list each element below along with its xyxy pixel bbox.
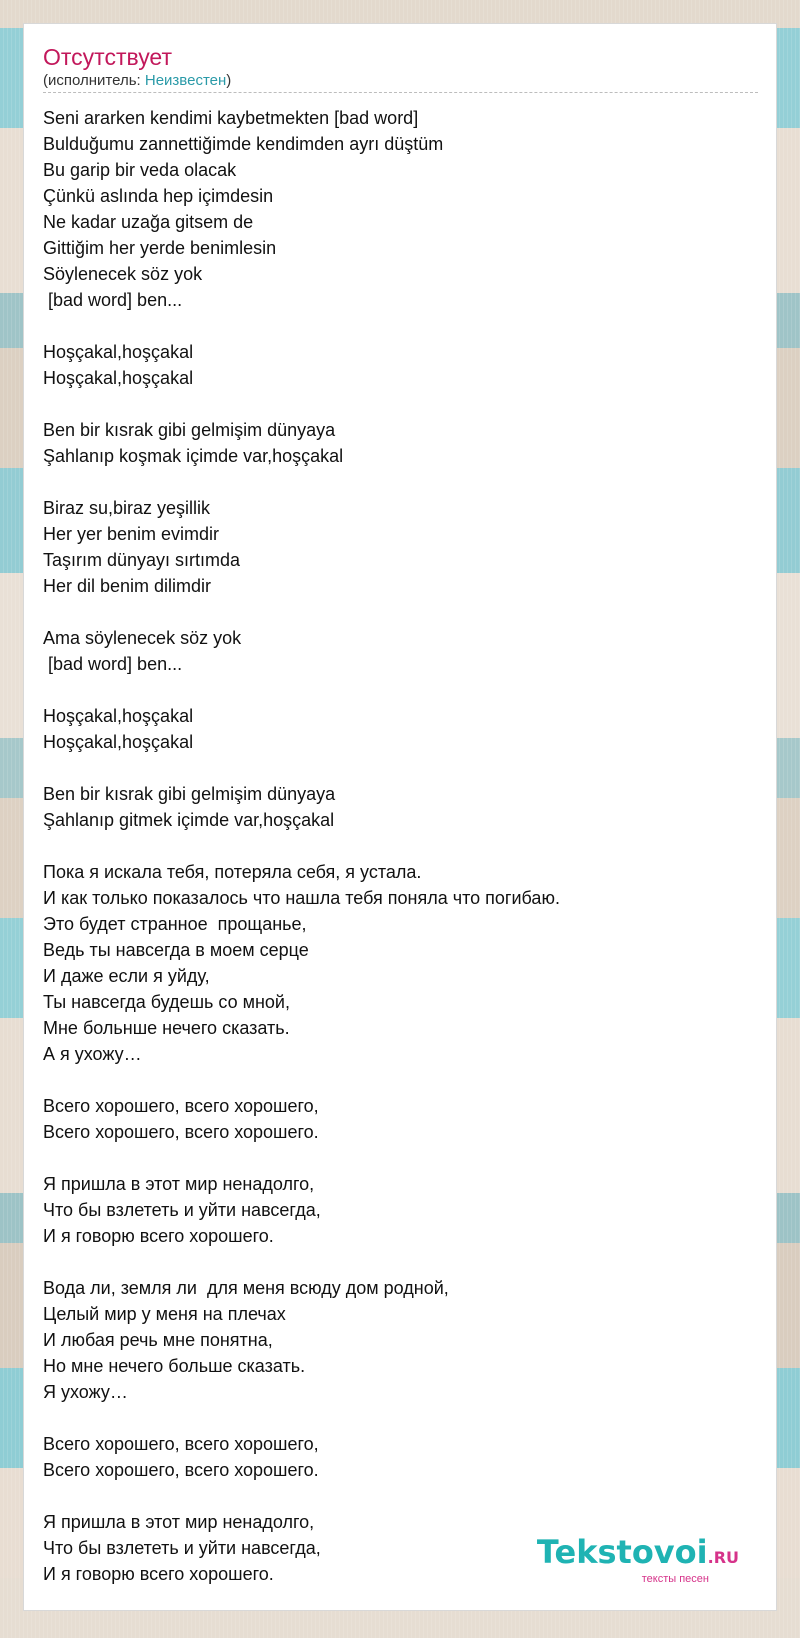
lyrics-line: Всего хорошего, всего хорошего. xyxy=(43,1460,319,1480)
lyrics-blank-line xyxy=(43,1145,758,1171)
lyrics-card xyxy=(23,23,777,1611)
lyrics-text xyxy=(43,105,758,1587)
lyrics-line: Ты навсегда будешь со мной, xyxy=(43,992,290,1012)
artist-link[interactable]: Неизвестен xyxy=(144,72,227,89)
lyrics-line: Ben bir kısrak gibi gelmişim dünyaya xyxy=(43,420,336,440)
site-logo[interactable] xyxy=(537,1535,739,1585)
lyrics-line: Целый мир у меня на плечах xyxy=(43,1304,286,1324)
lyrics-blank-line xyxy=(43,833,758,859)
lyrics-line: И я говорю всего хорошего. xyxy=(43,1226,274,1246)
lyrics-line: Söylenecek söz yok xyxy=(43,264,203,284)
lyrics-line: Ne kadar uzağa gitsem de xyxy=(43,212,254,232)
lyrics-line: Всего хорошего, всего хорошего, xyxy=(43,1434,319,1454)
lyrics-line: [bad word] ben... xyxy=(43,290,183,310)
lyrics-line: Но мне нечего больше сказать. xyxy=(43,1356,306,1376)
lyrics-blank-line xyxy=(43,599,758,625)
lyrics-line: Taşırım dünyayı sırtımda xyxy=(43,550,241,570)
lyrics-line: Biraz su,biraz yeşillik xyxy=(43,498,211,518)
lyrics-line: Ведь ты навсегда в моем серце xyxy=(43,940,309,960)
lyrics-blank-line xyxy=(43,1067,758,1093)
lyrics-line: Я ухожу… xyxy=(43,1382,128,1402)
lyrics-line: Her dil benim dilimdir xyxy=(43,576,212,596)
lyrics-blank-line xyxy=(43,313,758,339)
lyrics-line: Hoşçakal,hoşçakal xyxy=(43,706,194,726)
lyrics-blank-line xyxy=(43,1405,758,1431)
logo-tagline: тексты песен xyxy=(641,1573,709,1585)
lyrics-line: Я пришла в этот мир ненадолго, xyxy=(43,1174,315,1194)
lyrics-line: Hoşçakal,hoşçakal xyxy=(43,342,194,362)
song-title: Отсутствует xyxy=(43,44,172,70)
lyrics-line: Hoşçakal,hoşçakal xyxy=(43,732,194,752)
lyrics-line: Что бы взлететь и уйти навсегда, xyxy=(43,1200,321,1220)
lyrics-line: Şahlanıp gitmek içimde var,hoşçakal xyxy=(43,810,335,830)
lyrics-line: Hoşçakal,hoşçakal xyxy=(43,368,194,388)
lyrics-line: Şahlanıp koşmak içimde var,hoşçakal xyxy=(43,446,344,466)
lyrics-blank-line xyxy=(43,755,758,781)
lyrics-line: А я ухожу… xyxy=(43,1044,142,1064)
lyrics-line: И даже если я уйду, xyxy=(43,966,210,986)
logo-domain: .RU xyxy=(707,1548,739,1567)
lyrics-blank-line xyxy=(43,391,758,417)
lyrics-line: Bu garip bir veda olacak xyxy=(43,160,237,180)
artist-prefix: (исполнитель: xyxy=(43,72,145,89)
lyrics-line: И любая речь мне понятна, xyxy=(43,1330,273,1350)
lyrics-line: Вода ли, земля ли для меня всюду дом родной, xyxy=(43,1278,449,1298)
artist-suffix: ) xyxy=(226,72,232,89)
logo-main-text: Tekstovoi xyxy=(536,1533,708,1571)
lyrics-line: Мне больнше нечего сказать. xyxy=(43,1018,290,1038)
lyrics-line: Bulduğumu zannettiğimde kendimden ayrı düştüm xyxy=(43,134,444,154)
lyrics-blank-line xyxy=(43,469,758,495)
lyrics-line: И я говорю всего хорошего. xyxy=(43,1564,274,1584)
lyrics-line: Çünkü aslında hep içimdesin xyxy=(43,186,274,206)
lyrics-line: Seni ararken kendimi kaybetmekten [bad word] xyxy=(43,108,419,128)
lyrics-line: Всего хорошего, всего хорошего. xyxy=(43,1122,319,1142)
song-header xyxy=(43,43,758,93)
logo-wordmark xyxy=(537,1535,739,1575)
lyrics-line: [bad word] ben... xyxy=(43,654,183,674)
lyrics-line: Her yer benim evimdir xyxy=(43,524,220,544)
lyrics-line: Ama söylenecek söz yok xyxy=(43,628,242,648)
lyrics-line: Это будет странное прощанье, xyxy=(43,914,307,934)
lyrics-line: Пока я искала тебя, потеряла себя, я устала. xyxy=(43,862,422,882)
lyrics-blank-line xyxy=(43,1249,758,1275)
lyrics-line: Gittiğim her yerde benimlesin xyxy=(43,238,277,258)
lyrics-line: Ben bir kısrak gibi gelmişim dünyaya xyxy=(43,784,336,804)
lyrics-blank-line xyxy=(43,1483,758,1509)
lyrics-blank-line xyxy=(43,677,758,703)
lyrics-line: И как только показалось что нашла тебя поняла что погибаю. xyxy=(43,888,560,908)
lyrics-line: Всего хорошего, всего хорошего, xyxy=(43,1096,319,1116)
artist-line xyxy=(43,71,758,93)
lyrics-line: Что бы взлететь и уйти навсегда, xyxy=(43,1538,321,1558)
lyrics-line: Я пришла в этот мир ненадолго, xyxy=(43,1512,315,1532)
